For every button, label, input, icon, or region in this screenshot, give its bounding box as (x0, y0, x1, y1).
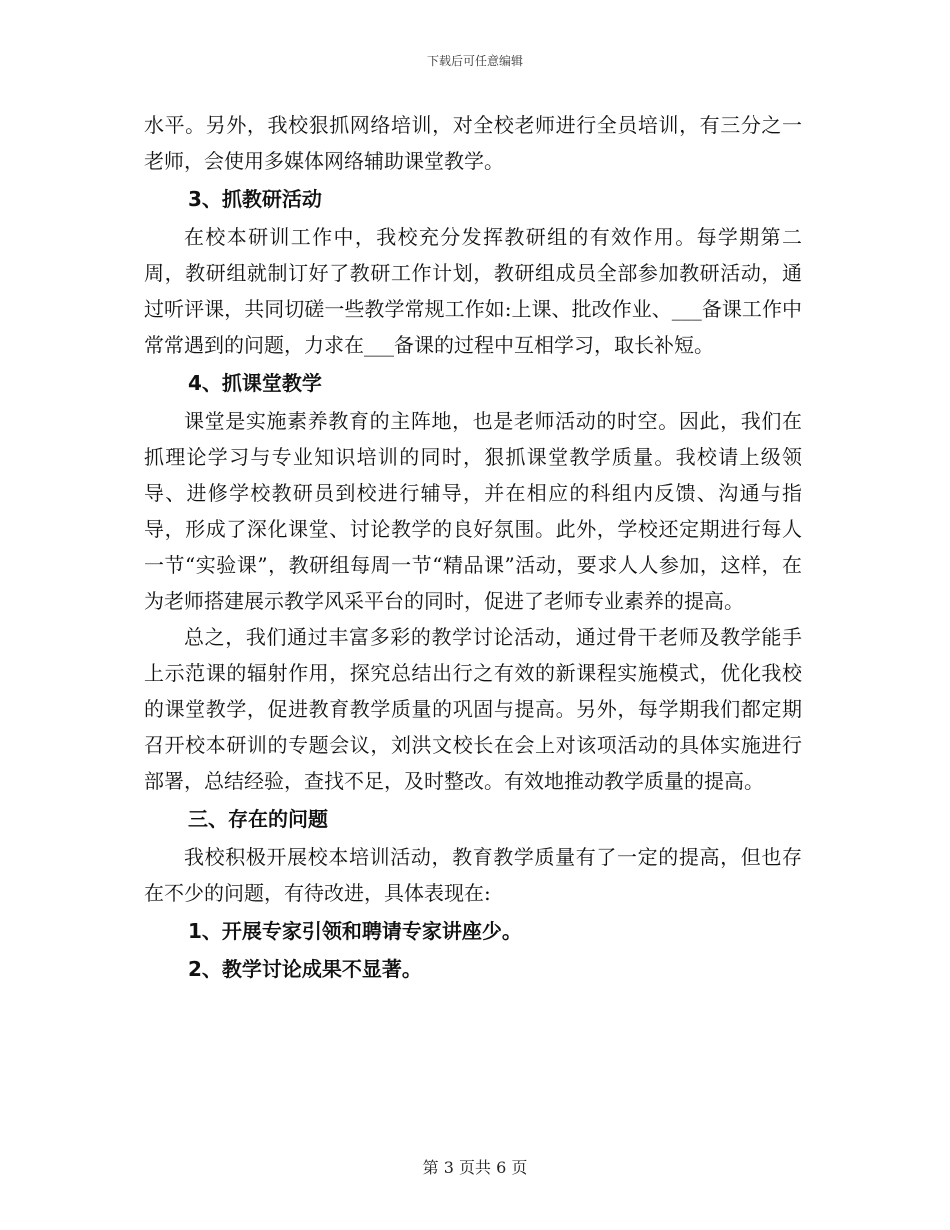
paragraph-teaching-research: 在校本研训工作中，我校充分发挥教研组的有效作用。每学期第二周，教研组就制订好了教研工作计划，教研组成员全部参加教研活动，通过听评课，共同切磋一些教学常规工作如:上课、批改作业、___备课工作中常常遇到的问题，力求在___备课的过程中互相学习，取长补短。 (144, 225, 802, 357)
paragraph-summary: 总之，我们通过丰富多彩的教学讨论活动，通过骨干老师及教学能手上示范课的辐射作用，探究总结出行之有效的新课程实施模式，优化我校的课堂教学，促进教育教学质量的巩固与提高。另外，每学期我们都定期召开校本研训的专题会议，刘洪文校长在会上对该项活动的具体实施进行部署，总结经验，查找不足，及时整改。有效地推动教学质量的提高。 (144, 625, 802, 793)
paragraph-problems-intro: 我校积极开展校本培训活动，教育教学质量有了一定的提高，但也存在不少的问题，有待改进，具体表现在: (144, 845, 802, 905)
problem-item-1: 1、开展专家引领和聘请专家讲座少。 (188, 919, 522, 943)
paragraph-classroom-teaching: 课堂是实施素养教育的主阵地，也是老师活动的时空。因此，我们在抓理论学习与专业知识培训的同时，狠抓课堂教学质量。我校请上级领导、进修学校教研员到校进行辅导，并在相应的科组内反馈、沟通与指导，形成了深化课堂、讨论教学的良好氛围。此外，学校还定期进行每人一节“实验课”，教研组每周一节“精品课”活动，要求人人参加，这样，在为老师搭建展示教学风采平台的同时，促进了老师专业素养的提高。 (144, 409, 802, 613)
problem-item-2: 2、教学讨论成果不显著。 (188, 957, 422, 981)
paragraph-continuation: 水平。另外，我校狠抓网络培训，对全校老师进行全员培训，有三分之一老师，会使用多媒体网络辅助课堂教学。 (144, 113, 802, 173)
page-number-footer: 第 3 页共 6 页 (422, 1158, 528, 1177)
section-heading-classroom-teaching: 4、抓课堂教学 (188, 371, 322, 395)
page-header: 下载后可任意编辑 (426, 54, 523, 68)
section-heading-teaching-research: 3、抓教研活动 (188, 187, 322, 211)
section-heading-problems: 三、存在的问题 (188, 807, 328, 831)
document-body (144, 107, 802, 989)
